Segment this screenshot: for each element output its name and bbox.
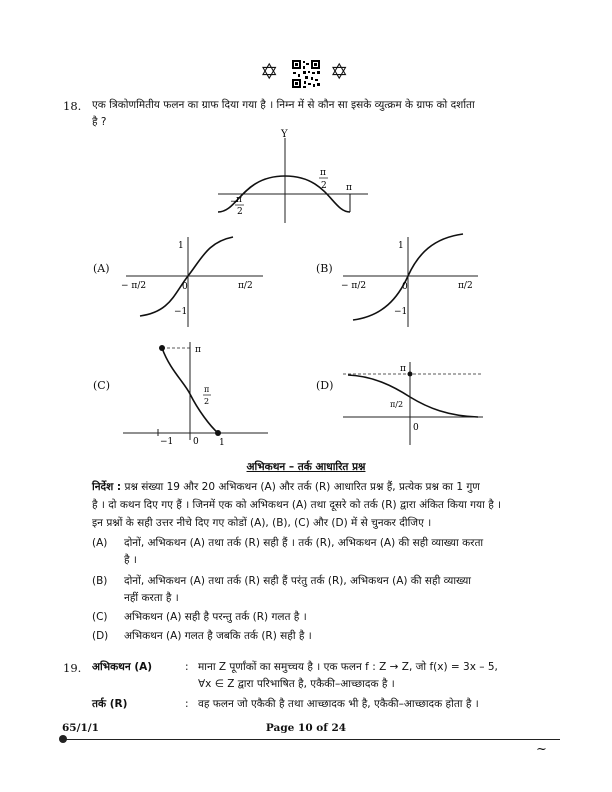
instruction-label: निर्देश :	[92, 481, 122, 493]
choice-b-label: (B)	[92, 575, 108, 587]
q19-assertion-line2: ∀x ∈ Z द्वारा परिभाषित है, एकैकी–आच्छादक है ।	[198, 678, 395, 690]
option-b-origin: 0	[402, 282, 408, 292]
option-d-y-mid: π/2	[390, 400, 404, 409]
option-b-y-top: 1	[398, 241, 404, 251]
question-text-line1: एक त्रिकोणमितीय फलन का ग्राफ दिया गया है । निम्न में से कौन सा इसके व्युत्क्रम के ग्राफ को दर्शाता	[92, 99, 475, 111]
option-d-y-top: π	[400, 364, 406, 374]
main-right-tick-den: 2	[321, 181, 327, 191]
option-a-y-top: 1	[178, 241, 184, 251]
q19-assertion-line1: माना Z पूर्णांकों का समुच्चय है । एक फलन f : Z → Z, जो f(x) = 3x – 5,	[198, 661, 498, 673]
page-number: Page 10 of 24	[265, 722, 347, 734]
question-number: 18.	[63, 99, 82, 113]
option-a-label[interactable]: (A)	[93, 262, 110, 275]
choice-a-line2: है ।	[124, 554, 137, 566]
option-b-y-bottom: −1	[394, 307, 408, 317]
q19-number: 19.	[63, 661, 82, 675]
choice-b-line2: नहीं करता है ।	[124, 592, 179, 604]
choice-d-line1: अभिकथन (A) गलत है जबकि तर्क (R) सही है ।	[124, 630, 312, 642]
option-c-origin: 0	[193, 437, 199, 447]
section-heading: अभिकथन – तर्क आधारित प्रश्न	[246, 461, 366, 473]
option-d-graph	[338, 360, 488, 448]
instruction-line1: प्रश्न संख्या 19 और 20 अभिकथन (A) और तर्क (R) आधारित प्रश्न हैं, प्रत्येक प्रश्न का 1 गुण	[124, 481, 480, 493]
choice-c-line1: अभिकथन (A) सही है परन्तु तर्क (R) गलत है ।	[124, 611, 307, 623]
option-b-x-right: π/2	[458, 281, 473, 291]
option-c-y-mid-num: π	[204, 385, 210, 394]
main-right-tick-num: π	[320, 168, 326, 178]
main-left-tick-den: 2	[237, 207, 243, 217]
choice-a-label: (A)	[92, 537, 108, 549]
option-c-x-right: 1	[219, 438, 225, 448]
q19-reason-colon: :	[185, 698, 189, 710]
footer-rule	[62, 739, 560, 740]
qr-code-icon	[291, 59, 321, 89]
main-function-graph	[210, 128, 380, 228]
option-c-y-top: π	[195, 345, 201, 355]
main-left-tick-num: π	[236, 195, 242, 205]
choice-a-line1: दोनों, अभिकथन (A) तथा तर्क (R) सही हैं । तर्क (R), अभिकथन (A) की सही व्याख्या करता	[124, 537, 484, 549]
star-of-david-icon-left: ✡	[260, 60, 279, 85]
option-c-y-mid-den: 2	[204, 397, 210, 406]
q19-assertion-colon: :	[185, 661, 189, 673]
paper-code: 65/1/1	[62, 722, 99, 734]
option-b-graph	[338, 232, 488, 330]
main-y-axis-label: Y	[281, 129, 288, 140]
option-a-x-left: − π/2	[121, 281, 147, 291]
option-a-graph	[118, 232, 268, 330]
option-b-label[interactable]: (B)	[316, 262, 333, 275]
choice-b-line1: दोनों, अभिकथन (A) तथा तर्क (R) सही हैं परंतु तर्क (R), अभिकथन (A) की सही व्याख्या	[124, 575, 472, 587]
option-d-origin: 0	[413, 423, 419, 433]
footer-dot-icon	[59, 735, 67, 743]
q19-assertion-label: अभिकथन (A)	[92, 661, 153, 673]
instruction-line2: है । दो कथन दिए गए हैं । जिनमें एक को अभिकथन (A) तथा दूसरे को तर्क (R) द्वारा अंकित किया गया है ।	[92, 499, 502, 511]
option-b-x-left: − π/2	[341, 281, 367, 291]
question-text-line2: है ?	[92, 116, 107, 128]
option-a-x-right: π/2	[238, 281, 253, 291]
option-c-graph	[118, 340, 273, 448]
footer-mark: ~	[536, 742, 547, 757]
option-d-label[interactable]: (D)	[316, 379, 334, 392]
q19-reason-line: वह फलन जो एकैकी है तथा आच्छादक भी है, एकैकी–आच्छादक होता है ।	[198, 698, 479, 710]
option-a-y-bottom: −1	[174, 307, 188, 317]
option-c-label[interactable]: (C)	[93, 379, 110, 392]
main-left-tick-minus: −	[230, 197, 238, 207]
option-c-x-left: −1	[160, 437, 174, 447]
choice-d-label: (D)	[92, 630, 109, 642]
main-right-end-label: π	[346, 183, 352, 193]
q19-reason-label: तर्क (R)	[92, 698, 128, 710]
choice-c-label: (C)	[92, 611, 108, 623]
instruction-line3: इन प्रश्नों के सही उत्तर नीचे दिए गए कोडों (A), (B), (C) और (D) में से चुनकर दीजिए ।	[92, 517, 432, 529]
star-of-david-icon-right: ✡	[330, 60, 349, 85]
option-a-origin: 0	[182, 282, 188, 292]
